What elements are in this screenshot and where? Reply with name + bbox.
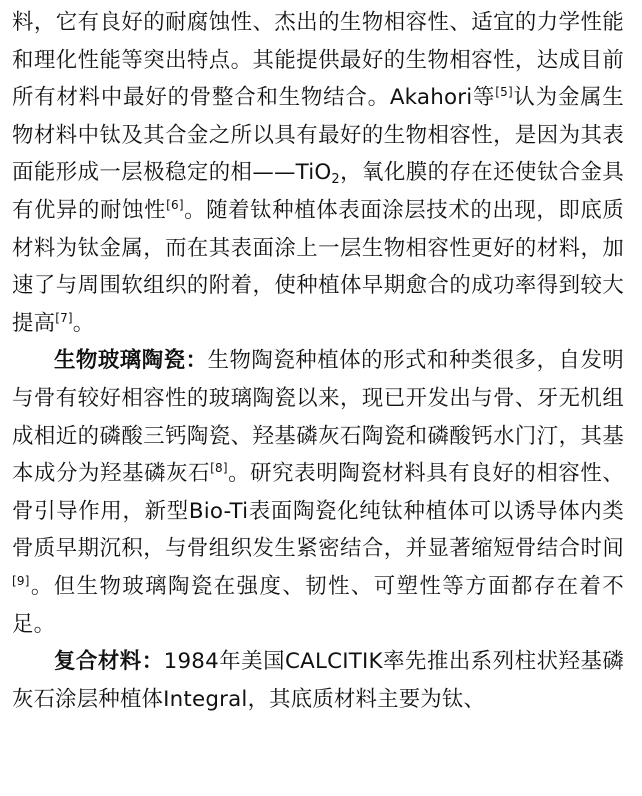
text-segment: ，氧化膜的存在还使钛合金具有优异的耐蚀性 <box>12 160 624 223</box>
citation-ref: [8] <box>210 461 228 476</box>
paragraph-titanium <box>12 4 624 342</box>
section-heading: 复合材料： <box>54 649 164 675</box>
paragraph-bioglass-ceramics <box>12 342 624 643</box>
text-segment: 料，它有良好的耐腐蚀性、杰出的生物相容性、适宜的力学性能和理化性能等突出特点。其能提供最好的生物相容性，达成目前所有材料中最好的骨整合和生物结合。Akahori等 <box>12 10 624 111</box>
text-segment: 。但生物玻璃陶瓷在强度、韧性、可塑性等方面都存在着不足。 <box>12 573 624 637</box>
text-segment: 。 <box>72 310 95 336</box>
subscript: 2 <box>331 172 340 188</box>
text-segment: 。随着钛种植体表面涂层技术的出现，即底质材料为钛金属，而在其表面涂上一层生物相容性更好的材料，加速了与周围软组织的附着，使种植体早期愈合的成功率得到较大提高 <box>12 197 624 336</box>
section-heading: 生物玻璃陶瓷： <box>54 348 208 374</box>
text-segment: 。研究表明陶瓷材料具有良好的相容性、骨引导作用，新型Bio-Ti表面陶瓷化纯钛种植体可以诱导体内类骨质早期沉积，与骨组织发生紧密结合，并显著缩短骨结合时间 <box>12 461 624 562</box>
citation-ref: [6] <box>166 197 184 212</box>
text-segment: 认为金属生物材料中钛及其合金之所以具有最好的生物相容性，是因为其表面能形成一层极稳定的相——TiO <box>12 85 624 186</box>
citation-ref: [7] <box>55 310 73 325</box>
paragraph-composite-materials <box>12 643 624 718</box>
citation-ref: [5] <box>495 85 513 100</box>
citation-ref: [9] <box>12 573 30 588</box>
text-segment: 生物陶瓷种植体的形式和种类很多，自发明与骨有较好相容性的玻璃陶瓷以来，现已开发出与骨、牙无机组成相近的磷酸三钙陶瓷、羟基磷灰石陶瓷和磷酸钙水门汀，其基本成分为羟基磷灰石 <box>12 348 624 487</box>
text-segment: 1984年美国CALCITIK率先推出系列柱状羟基磷灰石涂层种植体Integral，其底质材料主要为钛、 <box>12 649 624 712</box>
